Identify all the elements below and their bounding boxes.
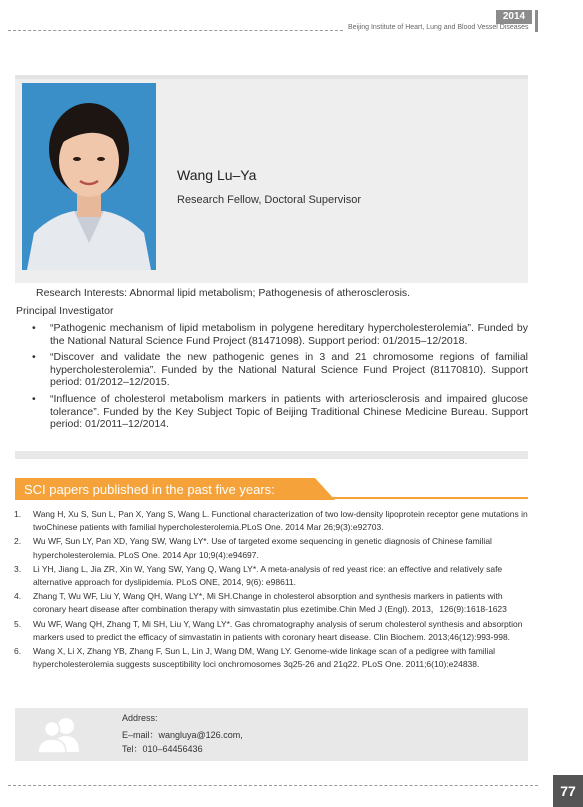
profile-panel-top: [15, 75, 528, 79]
header-divider: [8, 30, 343, 31]
person-name: Wang Lu–Ya: [177, 167, 257, 183]
bullet-icon: •: [32, 351, 36, 364]
paper-list: [14, 508, 530, 672]
sci-heading: SCI papers published in the past five years:: [24, 482, 275, 497]
paper-item: [14, 618, 530, 644]
header-bar: [535, 10, 538, 32]
sci-heading-underline: [15, 497, 528, 499]
paper-item: [14, 508, 530, 534]
project-text: “Pathogenic mechanism of lipid metabolism in polygene hereditary hypercholesterolemia”. Funded by the National Natural Science Fund Project (81471098). Support period: 01/2015–12/2018.: [50, 322, 528, 347]
paper-item: [14, 535, 530, 561]
bullet-icon: •: [32, 322, 36, 334]
project-item: [32, 393, 528, 431]
paper-citation: Li YH, Jiang L, Jia ZR, Xin W, Yang SW, Yang Q, Wang LY*. A meta-analysis of red yeast rice: an effective and relatively safe alternative approach for dyslipidemia. PLoS ONE, 2014, 9(6): e98611.: [33, 563, 503, 588]
paper-citation: Zhang T, Wu WF, Liu Y, Wang QH, Wang LY*, Mi SH.Change in cholesterol absorption and synthesis markers in patients with coronary heart disease after combination therapy with simvastatin plus ezetimibe.Chin Med J (Engl). 2013，126(9):1618-1623: [33, 591, 507, 615]
person-title: Research Fellow, Doctoral Supervisor: [177, 194, 362, 206]
paper-citation: Wu WF, Wang QH, Zhang T, Mi SH, Liu Y, Wang LY*. Gas chromatography analysis of serum cholesterol synthesis and absorption markers used to predict the efficacy of simvastatin in patients with coronary heart disease. Clin Biochem. 2013;46(12):993-998.: [33, 618, 523, 642]
research-interests: Research Interests: Abnormal lipid metabolism; Pathogenesis of atherosclerosis.: [36, 287, 411, 299]
project-list: [32, 322, 528, 435]
people-icon: [35, 714, 83, 754]
bullet-icon: •: [32, 392, 36, 405]
section-divider: [15, 451, 528, 459]
contact-email: E–mail：wangluya@126.com,: [122, 730, 243, 740]
page-number: 77: [553, 775, 583, 807]
project-text: “Influence of cholesterol metabolism markers in patients with arteriosclerosis and impaired glucose tolerance”. Funded by the Key Subject Topic of Beijing Traditional Chinese Medicine Bureau. Support period: 01/2011–12/2014.: [50, 392, 528, 431]
contact-panel: [15, 708, 528, 761]
paper-citation: Wu WF, Sun LY, Pan XD, Yang SW, Wang LY*. Use of targeted exome sequencing in genetic diagnosis of Chinese familial hypercholesterolemia. PLoS One. 2014 Apr 10;9(4):e94697.: [33, 536, 492, 560]
paper-number: 2.: [14, 536, 22, 547]
principal-investigator-label: Principal Investigator: [16, 305, 114, 317]
paper-item: [14, 563, 530, 589]
footer-divider: [8, 785, 538, 786]
paper-citation: Wang X, Li X, Zhang YB, Zhang F, Sun L, Lin J, Wang DM, Wang LY. Genome-wide linkage scan of a pedigree with familial hypercholesterolemia suggests susceptibility loci onchromosomes 3q25-26 and 21q22. PLoS One. 2011;6(10):e24838.: [33, 646, 496, 670]
paper-item: [14, 645, 530, 671]
year-badge: 2014: [496, 10, 532, 24]
paper-item: [14, 590, 530, 616]
paper-number: 4.: [14, 591, 22, 602]
paper-number: 5.: [14, 618, 22, 629]
profile-photo: [22, 83, 156, 270]
project-item: [32, 351, 528, 389]
paper-number: 6.: [14, 646, 22, 657]
institute-name: Beijing Institute of Heart, Lung and Blood Vessel Diseases: [348, 24, 529, 31]
paper-number: 1.: [14, 509, 22, 519]
paper-number: 3.: [14, 563, 22, 574]
address-label: Address:: [122, 713, 158, 723]
paper-citation: Wang H, Xu S, Sun L, Pan X, Yang S, Wang L. Functional characterization of two low-density lipoprotein receptor gene mutations in twoChinese patients with familial hypercholesterolemia.PLoS One. 2014 Mar 26;9(3):e92703.: [33, 509, 528, 533]
project-item: [32, 322, 528, 347]
contact-phone: Tel：010–64456436: [122, 744, 203, 754]
project-text: “Discover and validate the new pathogenic genes in 3 and 21 chromosome regions of familial hypercholesterolemia”. Funded by the National Natural Science Fund Project (81170810). Support period: 01/2012–12/2015.: [50, 351, 528, 389]
